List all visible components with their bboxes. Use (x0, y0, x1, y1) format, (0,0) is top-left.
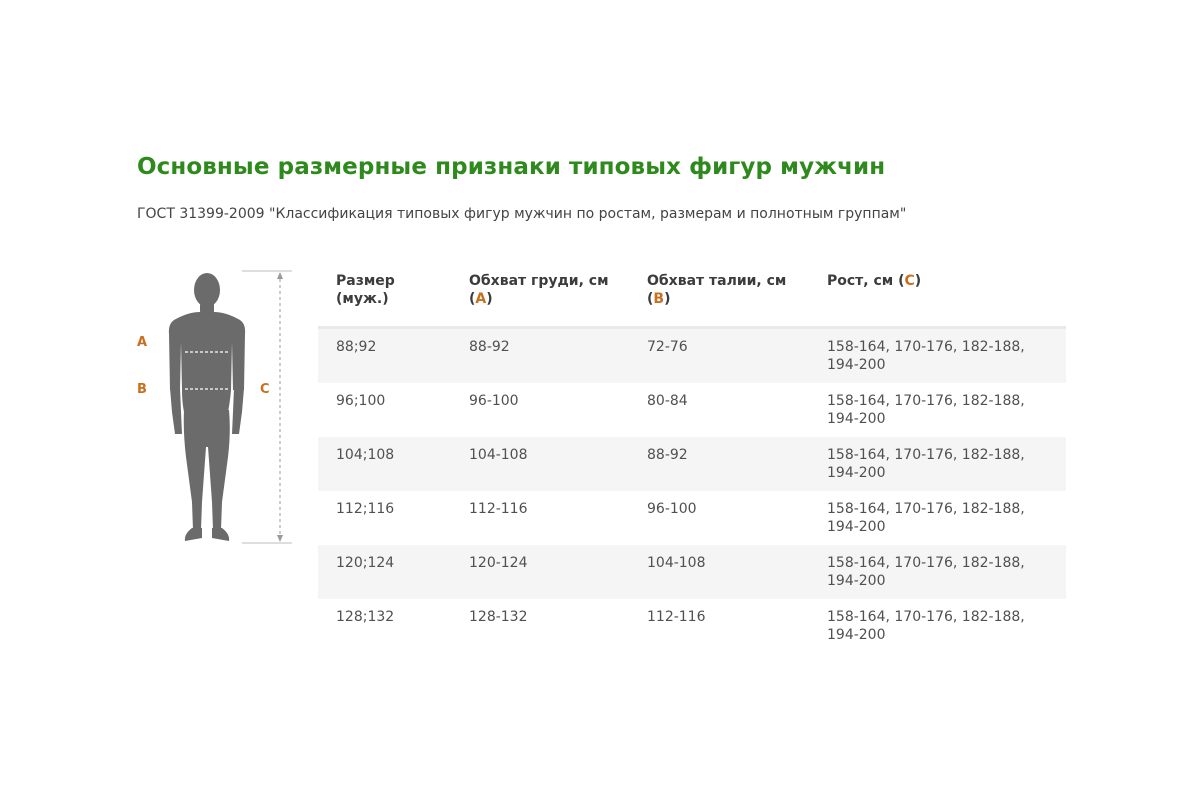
page-title: Основные размерные признаки типовых фигур мужчин (137, 154, 886, 180)
size-table (318, 266, 1066, 653)
cell-waist: 80-84 (629, 383, 809, 437)
header-height-letter: С (904, 273, 915, 289)
waist-marker-label: В (137, 382, 147, 397)
cell-height: 158-164, 170-176, 182-188, 194-200 (809, 328, 1066, 384)
table-row (318, 328, 1066, 384)
table-row (318, 599, 1066, 653)
table-row (318, 383, 1066, 437)
cell-height: 158-164, 170-176, 182-188, 194-200 (809, 491, 1066, 545)
header-height (809, 266, 1066, 328)
header-chest-letter: А (475, 291, 487, 307)
height-marker-label: С (260, 382, 270, 397)
header-size-text: Размер (муж.) (336, 273, 395, 307)
cell-size: 112;116 (318, 491, 451, 545)
cell-size: 120;124 (318, 545, 451, 599)
cell-height: 158-164, 170-176, 182-188, 194-200 (809, 437, 1066, 491)
cell-chest: 104-108 (451, 437, 629, 491)
header-waist (629, 266, 809, 328)
cell-waist: 104-108 (629, 545, 809, 599)
header-waist-close: ) (664, 291, 671, 307)
cell-size: 88;92 (318, 328, 451, 384)
table-header-row (318, 266, 1066, 328)
table-row (318, 437, 1066, 491)
cell-size: 128;132 (318, 599, 451, 653)
header-chest (451, 266, 629, 328)
cell-waist: 88-92 (629, 437, 809, 491)
header-height-close: ) (914, 273, 922, 289)
cell-waist: 112-116 (629, 599, 809, 653)
cell-size: 96;100 (318, 383, 451, 437)
chest-marker-label: А (137, 335, 148, 350)
header-waist-text: Обхват талии, см ( (647, 273, 787, 307)
table-row (318, 491, 1066, 545)
page-subtitle: ГОСТ 31399-2009 "Классификация типовых фигур мужчин по ростам, размерам и полнотным группам" (137, 206, 907, 222)
body-measurement-figure (130, 262, 305, 552)
cell-size: 104;108 (318, 437, 451, 491)
male-silhouette-icon (130, 262, 305, 552)
table-row (318, 545, 1066, 599)
cell-chest: 120-124 (451, 545, 629, 599)
header-size (318, 266, 451, 328)
header-height-text: Рост, см ( (827, 273, 905, 289)
cell-height: 158-164, 170-176, 182-188, 194-200 (809, 599, 1066, 653)
cell-chest: 112-116 (451, 491, 629, 545)
cell-height: 158-164, 170-176, 182-188, 194-200 (809, 383, 1066, 437)
cell-chest: 88-92 (451, 328, 629, 384)
cell-chest: 128-132 (451, 599, 629, 653)
header-waist-letter: В (653, 291, 665, 307)
cell-waist: 72-76 (629, 328, 809, 384)
cell-chest: 96-100 (451, 383, 629, 437)
header-chest-close: ) (486, 291, 493, 307)
cell-waist: 96-100 (629, 491, 809, 545)
header-chest-text: Обхват груди, см ( (469, 273, 609, 307)
cell-height: 158-164, 170-176, 182-188, 194-200 (809, 545, 1066, 599)
